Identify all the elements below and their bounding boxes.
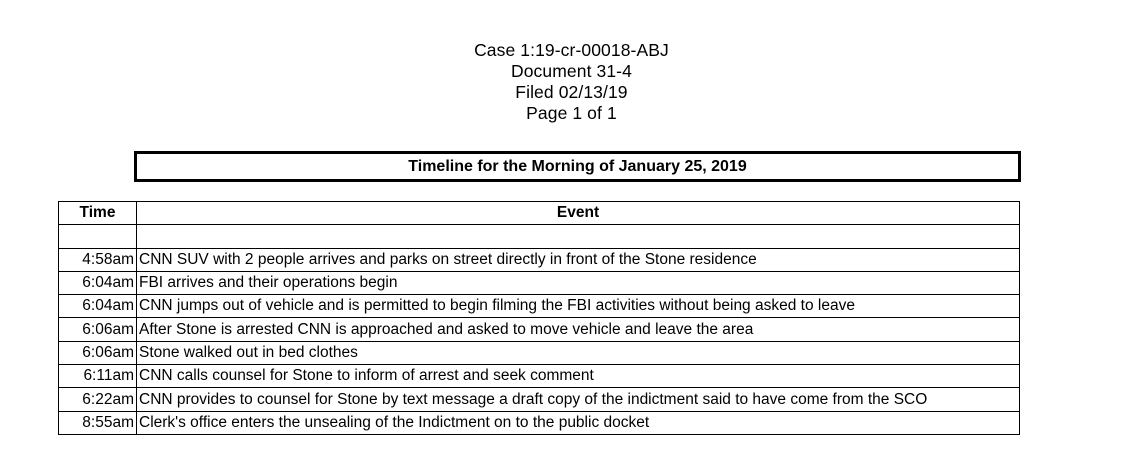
event-cell: CNN calls counsel for Stone to inform of arrest and seek comment	[137, 365, 1020, 388]
event-cell: CNN jumps out of vehicle and is permitted to begin filming the FBI activities without being asked to leave	[137, 295, 1020, 318]
case-number: Case 1:19-cr-00018-ABJ	[474, 40, 669, 60]
event-cell: Stone walked out in bed clothes	[137, 341, 1020, 364]
table-row	[59, 295, 1020, 318]
time-cell: 6:11am	[59, 365, 137, 388]
table-row	[59, 271, 1020, 294]
table-row	[59, 365, 1020, 388]
document-number: Document 31-4	[510, 61, 632, 81]
event-cell	[137, 225, 1020, 248]
table-header-row	[59, 202, 1020, 225]
table-row	[59, 318, 1020, 341]
table-row	[59, 341, 1020, 364]
time-cell: 6:04am	[59, 271, 137, 294]
time-cell: 6:06am	[59, 318, 137, 341]
time-cell: 4:58am	[59, 248, 137, 271]
event-cell: After Stone is arrested CNN is approached and asked to move vehicle and leave the area	[137, 318, 1020, 341]
table-row	[59, 388, 1020, 411]
time-cell: 6:06am	[59, 341, 137, 364]
filed-date: Filed 02/13/19	[515, 82, 628, 102]
time-cell: 8:55am	[59, 411, 137, 434]
event-cell: Clerk's office enters the unsealing of the Indictment on to the public docket	[137, 411, 1020, 434]
time-column-header: Time	[59, 202, 137, 225]
event-column-header: Event	[137, 202, 1020, 225]
timeline-table	[58, 201, 1020, 435]
table-row	[59, 225, 1020, 248]
case-header	[0, 19, 1133, 124]
table-row	[59, 411, 1020, 434]
time-cell	[59, 225, 137, 248]
event-cell: CNN SUV with 2 people arrives and parks on street directly in front of the Stone residence	[137, 248, 1020, 271]
table-row	[59, 248, 1020, 271]
timeline-title: Timeline for the Morning of January 25, 2019	[134, 151, 1021, 182]
event-cell: CNN provides to counsel for Stone by text message a draft copy of the indictment said to have come from the SCO	[137, 388, 1020, 411]
event-cell: FBI arrives and their operations begin	[137, 271, 1020, 294]
page-number: Page 1 of 1	[526, 103, 617, 123]
time-cell: 6:22am	[59, 388, 137, 411]
time-cell: 6:04am	[59, 295, 137, 318]
